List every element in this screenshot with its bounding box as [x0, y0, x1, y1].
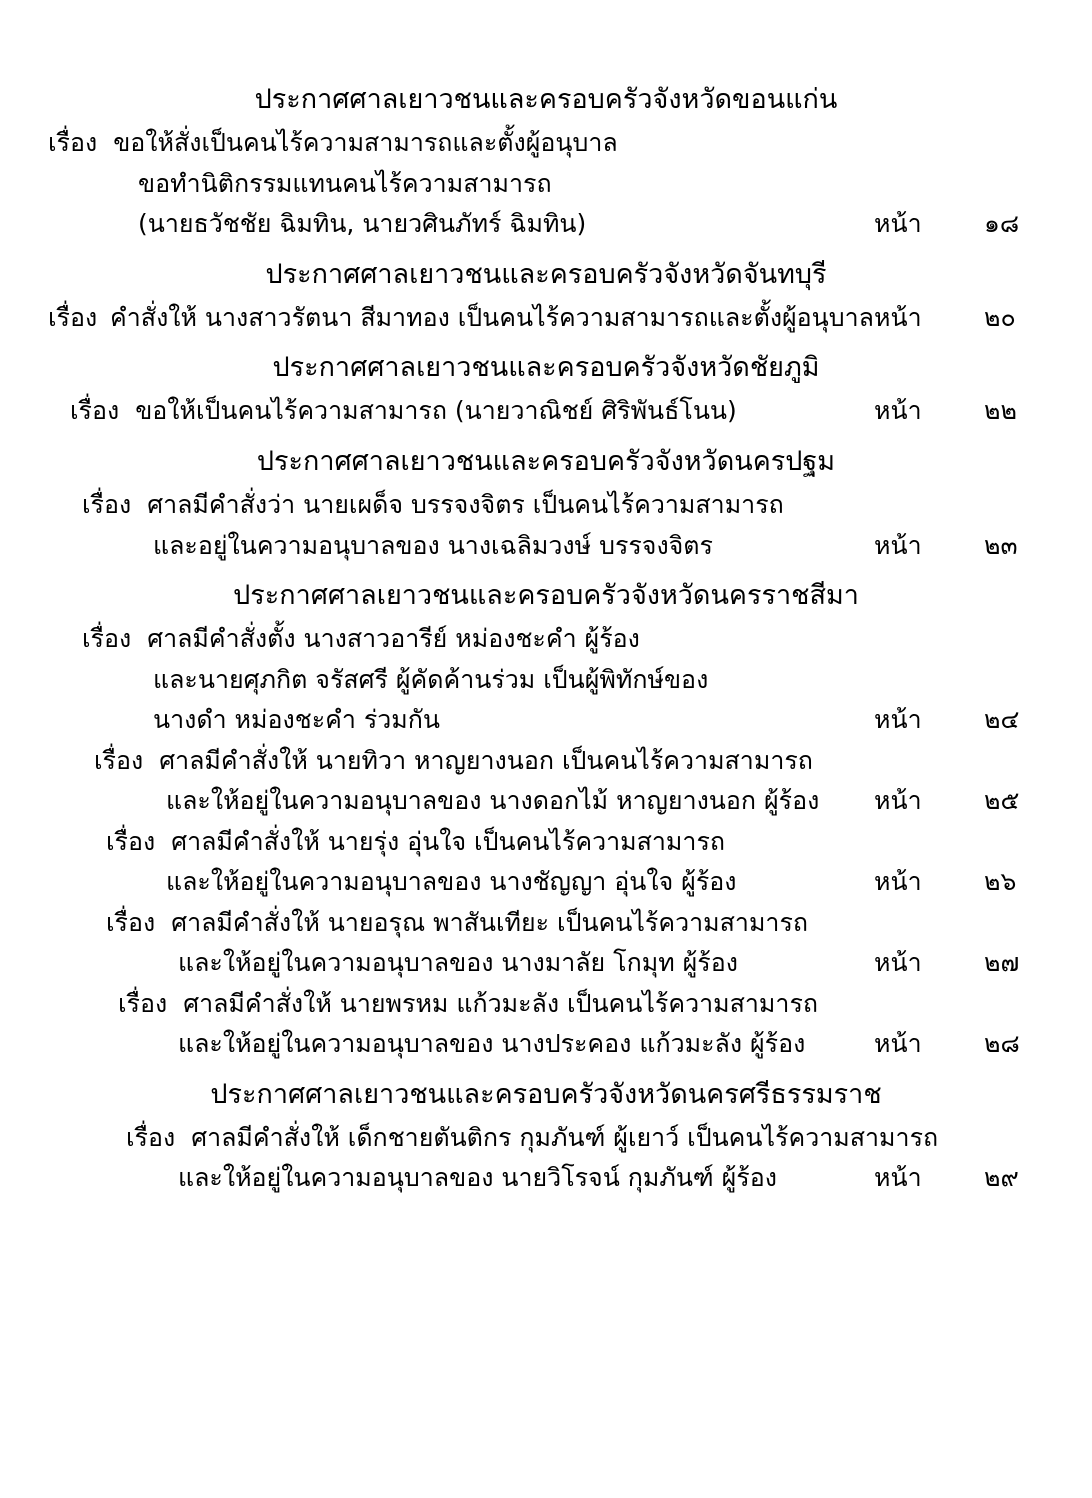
page-label: หน้า: [874, 705, 922, 735]
entry-line: และให้อยู่ในความอนุบาลของ นางมาลัย โกมุท ผู้ร้อง: [178, 948, 738, 978]
entry-line: ศาลมีคำสั่งให้ นายพรหม แก้วมะลัง เป็นคนไร้ความสามารถ: [183, 988, 819, 1018]
section-heading: ประกาศศาลเยาวชนและครอบครัวจังหวัดนครราชสีมา: [233, 580, 859, 612]
toc-entry: [48, 903, 1044, 984]
page-label: หน้า: [874, 396, 922, 426]
section-heading: ประกาศศาลเยาวชนและครอบครัวจังหวัดนครปฐม: [256, 445, 836, 477]
page-number: ๒๘: [984, 1029, 1020, 1059]
page-number: ๒๖: [984, 867, 1017, 897]
entry-line: ขอให้เป็นคนไร้ความสามารถ (นายวาณิชย์ ศิริพันธ์โนน): [135, 396, 737, 426]
entry-line: ศาลมีคำสั่งให้ นายทิวา หาญยางนอก เป็นคนไร้ความสามารถ: [159, 745, 813, 775]
page-label: หน้า: [874, 530, 922, 560]
entry-label: เรื่อง: [48, 302, 98, 332]
entry-line: ขอทำนิติกรรมแทนคนไร้ความสามารถ: [138, 168, 552, 198]
page-number: ๒๗: [984, 948, 1020, 978]
entry-label: เรื่อง: [82, 624, 132, 654]
entry-label: เรื่อง: [126, 1122, 176, 1152]
entry-label: เรื่อง: [106, 826, 156, 856]
entry-line: คำสั่งให้ นางสาวรัตนา สีมาทอง เป็นคนไร้ความสามารถและตั้งผู้อนุบาล: [110, 302, 874, 332]
page-number: ๒๒: [984, 396, 1017, 426]
entry-line: และอยู่ในความอนุบาลของ นางเฉลิมวงษ์ บรรจงจิตร: [153, 530, 713, 560]
page-label: หน้า: [874, 786, 922, 816]
toc-entry: [48, 123, 1044, 245]
section-heading: ประกาศศาลเยาวชนและครอบครัวจังหวัดชัยภูมิ: [272, 352, 820, 384]
page-number: ๒๐: [984, 302, 1016, 332]
toc-entry: [48, 741, 1044, 822]
entry-label: เรื่อง: [94, 745, 144, 775]
page-label: หน้า: [874, 209, 922, 239]
entry-line: ศาลมีคำสั่งให้ เด็กชายตันติกร กุมภันฑ์ ผู้เยาว์ เป็นคนไร้ความสามารถ: [191, 1122, 939, 1152]
toc-entry: [48, 1118, 1044, 1199]
entry-line: ขอให้สั่งเป็นคนไร้ความสามารถและตั้งผู้อนุบาล: [113, 128, 618, 158]
entry-line: ศาลมีคำสั่งให้ นายอรุณ พาสันเทียะ เป็นคนไร้ความสามารถ: [171, 907, 809, 937]
entry-label: เรื่อง: [82, 490, 132, 520]
entry-line: และให้อยู่ในความอนุบาลของ นางดอกไม้ หาญยางนอก ผู้ร้อง: [166, 786, 820, 816]
toc-entry: [48, 391, 1044, 432]
entry-line: และให้อยู่ในความอนุบาลของ นางประคอง แก้วมะลัง ผู้ร้อง: [178, 1029, 806, 1059]
toc-entry: [48, 822, 1044, 903]
toc-entry: [48, 619, 1044, 741]
entry-line: และให้อยู่ในความอนุบาลของ นายวิโรจน์ กุมภันฑ์ ผู้ร้อง: [178, 1163, 777, 1193]
page-number: ๒๔: [984, 705, 1020, 735]
page-number: ๑๘: [984, 209, 1020, 239]
section-heading: ประกาศศาลเยาวชนและครอบครัวจังหวัดขอนแก่น: [254, 84, 838, 115]
page-label: หน้า: [874, 948, 922, 978]
entry-line: และให้อยู่ในความอนุบาลของ นางชัญญา อุ่นใจ ผู้ร้อง: [166, 867, 737, 897]
entry-line: ศาลมีคำสั่งว่า นายเผด็จ บรรจงจิตร เป็นคนไร้ความสามารถ: [147, 490, 784, 520]
entry-label: เรื่อง: [106, 907, 156, 937]
toc-entry: [48, 298, 1044, 339]
page-number: ๒๕: [984, 786, 1020, 816]
page-number: ๒๙: [984, 1163, 1019, 1193]
entry-label: เรื่อง: [118, 988, 168, 1018]
page-label: หน้า: [874, 1029, 922, 1059]
entry-line: (นายธวัชชัย ฉิมทิน, นายวศินภัทร์ ฉิมทิน): [138, 209, 587, 239]
entry-line: ศาลมีคำสั่งให้ นายรุ่ง อุ่นใจ เป็นคนไร้ความสามารถ: [171, 826, 726, 856]
page-number: ๒๓: [984, 530, 1018, 560]
toc-entry: [48, 485, 1044, 566]
toc-entry: [48, 984, 1044, 1065]
entry-label: เรื่อง: [48, 128, 98, 158]
section-heading: ประกาศศาลเยาวชนและครอบครัวจังหวัดจันทบุรี: [265, 258, 827, 290]
page-label: หน้า: [874, 302, 922, 332]
section-heading: ประกาศศาลเยาวชนและครอบครัวจังหวัดนครศรีธรรมราช: [210, 1078, 882, 1110]
page-label: หน้า: [874, 867, 922, 897]
page-label: หน้า: [874, 1163, 922, 1193]
entry-line: ศาลมีคำสั่งตั้ง นางสาวอารีย์ หม่องชะคำ ผู้ร้อง: [147, 624, 640, 654]
entry-line: นางดำ หม่องชะคำ ร่วมกัน: [153, 705, 441, 735]
entry-label: เรื่อง: [70, 396, 120, 426]
entry-line: และนายศุภกิต จรัสศรี ผู้คัดค้านร่วม เป็นผู้พิทักษ์ของ: [153, 664, 709, 694]
